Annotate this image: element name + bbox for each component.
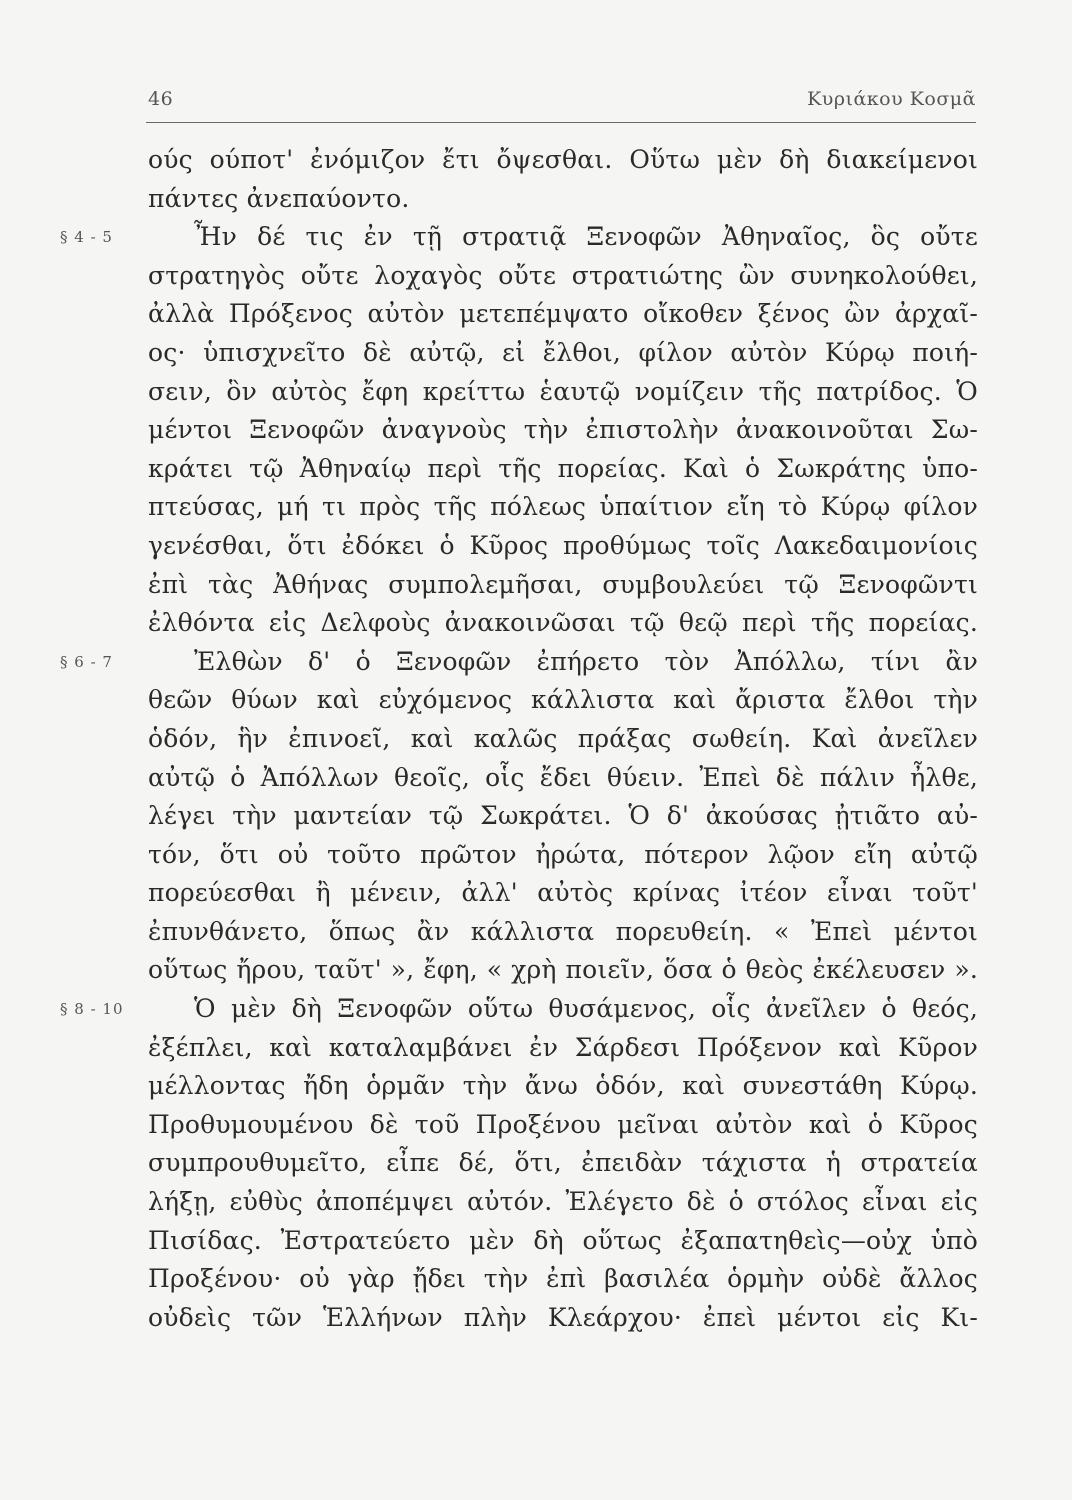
text-line xyxy=(148,836,978,875)
line-text: οὐδεὶς τῶν Ἑλλήνων πλὴν Κλεάρχου· ἐπεὶ μέντοι εἰς Κι- xyxy=(148,1302,978,1332)
line-text: ος· ὑπισχνεῖτο δὲ αὐτῷ, εἰ ἔλθοι, φίλον αὐτὸν Κύρῳ ποιή- xyxy=(148,337,978,367)
line-text: Προξένου· οὐ γὰρ ᾔδει τὴν ἐπὶ βασιλέα ὁρμὴν οὐδὲ ἄλλος xyxy=(148,1264,978,1294)
text-line xyxy=(148,1183,978,1222)
text-line xyxy=(148,604,978,643)
text-line xyxy=(60,643,978,682)
line-text: στρατηγὸς οὔτε λοχαγὸς οὔτε στρατιώτης ὢν συνηκολούθει, xyxy=(148,260,978,290)
text-line xyxy=(148,1144,978,1183)
text-line xyxy=(148,1222,978,1261)
line-text: Ἐλθὼν δ' ὁ Ξενοφῶν ἐπήρετο τὸν Ἀπόλλω, τίνι ἂν xyxy=(194,646,978,676)
text-line xyxy=(148,759,978,798)
body-text xyxy=(60,141,978,1337)
line-text: ἐπυνθάνετο, ὅπως ἂν κάλλιστα πορευθείη. « Ἐπεὶ μέντοι xyxy=(148,916,978,946)
line-text: αὐτῷ ὁ Ἀπόλλων θεοῖς, οἷς ἔδει θύειν. Ἐπεὶ δὲ πάλιν ἦλθε, xyxy=(148,762,978,792)
line-text: μέντοι Ξενοφῶν ἀναγνοὺς τὴν ἐπιστολὴν ἀνακοινοῦται Σω- xyxy=(148,415,978,445)
header-rule xyxy=(146,122,976,123)
text-line xyxy=(148,874,978,913)
text-line xyxy=(148,411,978,450)
line-text: ἐλθόντα εἰς Δελφοὺς ἀνακοινῶσαι τῷ θεῷ περὶ τῆς πορείας. xyxy=(148,608,978,638)
line-text: σειν, ὃν αὐτὸς ἔφη κρείττω ἑαυτῷ νομίζειν τῆς πατρίδος. Ὁ xyxy=(148,376,978,406)
text-line xyxy=(148,951,978,990)
page-header xyxy=(148,88,976,118)
text-line xyxy=(148,141,978,180)
text-line xyxy=(148,180,978,219)
section-reference: § 8 - 10 xyxy=(60,1000,124,1019)
section-reference: § 6 - 7 xyxy=(60,652,113,671)
text-line xyxy=(148,797,978,836)
text-line xyxy=(148,257,978,296)
text-line xyxy=(148,681,978,720)
line-text: θεῶν θύων καὶ εὐχόμενος κάλλιστα καὶ ἄριστα ἔλθοι τὴν xyxy=(148,685,978,715)
line-text: ούς ούποτ' ἐνόμιζον ἔτι ὄψεσθαι. Οὕτω μὲν δὴ διακείμενοι xyxy=(148,145,978,174)
line-text: λέγει τὴν μαντείαν τῷ Σωκράτει. Ὁ δ' ἀκούσας ᾐτιᾶτο αὐ- xyxy=(148,801,978,831)
line-text: τόν, ὅτι οὐ τοῦτο πρῶτον ἠρώτα, πότερον λῷον εἴη αὐτῷ xyxy=(148,839,978,869)
text-line xyxy=(148,488,978,527)
line-text: πορεύεσθαι ἢ μένειν, ἀλλ' αὐτὸς κρίνας ἰτέον εἶναι τοῦτ' xyxy=(148,878,978,908)
text-line xyxy=(148,1106,978,1145)
line-text: Πισίδας. Ἐστρατεύετο μὲν δὴ οὕτως ἐξαπατηθεὶς—οὐχ ὑπὸ xyxy=(148,1225,978,1255)
line-text: συμπρουθυμεῖτο, εἶπε δέ, ὅτι, ἐπειδὰν τάχιστα ἡ στρατεία xyxy=(148,1148,978,1178)
running-head: Κυριάκου Κοσμᾶ xyxy=(807,88,976,110)
text-line xyxy=(148,720,978,759)
text-line xyxy=(60,218,978,257)
text-line xyxy=(148,450,978,489)
line-text: ἐξέπλει, καὶ καταλαμβάνει ἐν Σάρδεσι Πρόξενον καὶ Κῦρον xyxy=(148,1032,978,1062)
text-line xyxy=(148,1029,978,1068)
text-line xyxy=(148,566,978,605)
section-reference: § 4 - 5 xyxy=(60,228,113,247)
text-line xyxy=(148,1299,978,1338)
text-line xyxy=(148,295,978,334)
text-line xyxy=(148,913,978,952)
line-text: ἐπὶ τὰς Ἀθήνας συμπολεμῆσαι, συμβουλεύει τῷ Ξενοφῶντι xyxy=(148,569,978,599)
line-text: ὁδόν, ἣν ἐπινοεῖ, καὶ καλῶς πράξας σωθείη. Καὶ ἀνεῖλεν xyxy=(148,723,978,753)
text-line xyxy=(148,334,978,373)
line-text: πάντες ἀνεπαύοντο. xyxy=(148,183,410,213)
line-text: οὕτως ἤρου, ταῦτ' », ἔφη, « χρὴ ποιεῖν, ὅσα ὁ θεὸς ἐκέλευσεν ». xyxy=(148,955,978,985)
line-text: πτεύσας, μή τι πρὸς τῆς πόλεως ὑπαίτιον εἴη τὸ Κύρῳ φίλον xyxy=(148,492,978,522)
text-line xyxy=(148,1260,978,1299)
text-line xyxy=(60,990,978,1029)
line-text: Ἦν δέ τις ἐν τῇ στρατιᾷ Ξενοφῶν Ἀθηναῖος, ὃς οὔτε xyxy=(194,222,978,252)
line-text: λήξῃ, εὐθὺς ἀποπέμψει αὐτόν. Ἐλέγετο δὲ ὁ στόλος εἶναι εἰς xyxy=(148,1187,978,1217)
page-number: 46 xyxy=(148,88,174,110)
line-text: γενέσθαι, ὅτι ἐδόκει ὁ Κῦρος προθύμως τοῖς Λακεδαιμονίοις xyxy=(148,530,978,560)
text-line xyxy=(148,527,978,566)
text-line xyxy=(148,1067,978,1106)
line-text: μέλλοντας ἤδη ὁρμᾶν τὴν ἄνω ὁδόν, καὶ συνεστάθη Κύρῳ. xyxy=(148,1071,978,1101)
text-line xyxy=(148,373,978,412)
line-text: κράτει τῷ Ἀθηναίῳ περὶ τῆς πορείας. Καὶ ὁ Σωκράτης ὑπο- xyxy=(148,453,978,483)
line-text: Προθυμουμένου δὲ τοῦ Προξένου μεῖναι αὐτὸν καὶ ὁ Κῦρος xyxy=(148,1109,978,1139)
line-text: ἀλλὰ Πρόξενος αὐτὸν μετεπέμψατο οἴκοθεν ξένος ὢν ἀρχαῖ- xyxy=(148,299,978,329)
line-text: Ὁ μὲν δὴ Ξενοφῶν οὕτω θυσάμενος, οἷς ἀνεῖλεν ὁ θεός, xyxy=(194,994,978,1024)
